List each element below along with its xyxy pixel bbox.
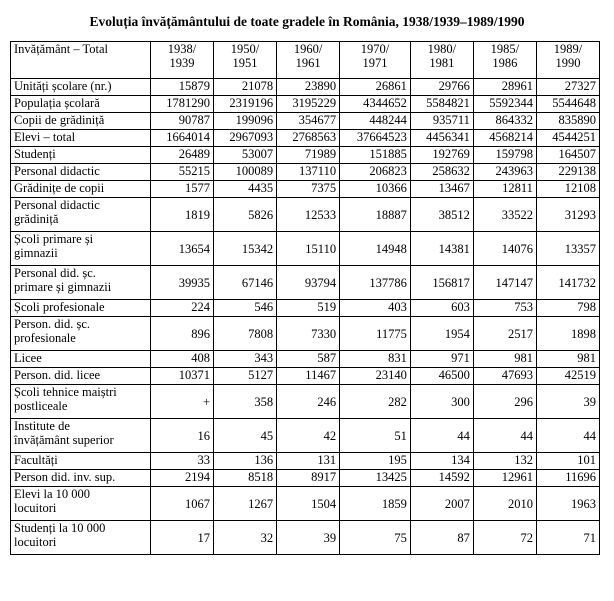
- table-cell: 12961: [473, 470, 536, 487]
- column-header: 1938/ 1939: [151, 42, 214, 79]
- table-cell: 199096: [214, 113, 277, 130]
- table-cell: 90787: [151, 113, 214, 130]
- table-cell: 831: [340, 351, 411, 368]
- table-cell: 137786: [340, 266, 411, 300]
- table-cell: 2194: [151, 470, 214, 487]
- table-cell: 1664014: [151, 130, 214, 147]
- table-cell: 15110: [277, 232, 340, 266]
- column-header: 1980/ 1981: [410, 42, 473, 79]
- table-cell: 2967093: [214, 130, 277, 147]
- column-header: 1985/ 1986: [473, 42, 536, 79]
- table-cell: 1954: [410, 317, 473, 351]
- table-row: [11, 130, 600, 147]
- table-cell: 29766: [410, 79, 473, 96]
- table-cell: 151885: [340, 147, 411, 164]
- table-cell: 12811: [473, 181, 536, 198]
- table-cell: 72: [473, 521, 536, 555]
- table-cell: 10366: [340, 181, 411, 198]
- table-cell: 159798: [473, 147, 536, 164]
- table-cell: 18887: [340, 198, 411, 232]
- table-cell: 5826: [214, 198, 277, 232]
- table-cell: 46500: [410, 368, 473, 385]
- table-cell: 935711: [410, 113, 473, 130]
- table-row: [11, 181, 600, 198]
- table-cell: 14381: [410, 232, 473, 266]
- table-row: [11, 470, 600, 487]
- table-cell: 101: [536, 453, 599, 470]
- table-cell: 408: [151, 351, 214, 368]
- table-cell: 13425: [340, 470, 411, 487]
- table-cell: 753: [473, 300, 536, 317]
- row-label: Elevi – total: [11, 130, 151, 147]
- table-cell: 131: [277, 453, 340, 470]
- table-row: [11, 453, 600, 470]
- table-cell: 12533: [277, 198, 340, 232]
- table-cell: 971: [410, 351, 473, 368]
- table-cell: 282: [340, 385, 411, 419]
- table-cell: 100089: [214, 164, 277, 181]
- table-cell: 5544648: [536, 96, 599, 113]
- column-header: 1950/ 1951: [214, 42, 277, 79]
- table-cell: 37664523: [340, 130, 411, 147]
- table-cell: 229138: [536, 164, 599, 181]
- table-cell: 87: [410, 521, 473, 555]
- table-cell: 13654: [151, 232, 214, 266]
- table-cell: 12108: [536, 181, 599, 198]
- table-cell: 798: [536, 300, 599, 317]
- table-cell: 136: [214, 453, 277, 470]
- table-cell: 5592344: [473, 96, 536, 113]
- row-label: Elevi la 10 000 locuitori: [11, 487, 151, 521]
- table-cell: 358: [214, 385, 277, 419]
- table-row: [11, 147, 600, 164]
- table-cell: 258632: [410, 164, 473, 181]
- table-cell: 32: [214, 521, 277, 555]
- table-row: [11, 198, 600, 232]
- table-cell: 981: [473, 351, 536, 368]
- table-title: Evoluția învățământului de toate gradele în România, 1938/1939–1989/1990: [89, 14, 525, 29]
- row-label: Unități școlare (nr.): [11, 79, 151, 96]
- table-cell: 1577: [151, 181, 214, 198]
- table-cell: 10371: [151, 368, 214, 385]
- table-cell: 2319196: [214, 96, 277, 113]
- row-label: Studenți la 10 000 locuitori: [11, 521, 151, 555]
- table-cell: 53007: [214, 147, 277, 164]
- table-cell: 1819: [151, 198, 214, 232]
- table-cell: 3195229: [277, 96, 340, 113]
- table-cell: 42519: [536, 368, 599, 385]
- table-cell: 296: [473, 385, 536, 419]
- table-cell: 23140: [340, 368, 411, 385]
- table-cell: 23890: [277, 79, 340, 96]
- row-label: Person. did. șc. profesionale: [11, 317, 151, 351]
- table-cell: 4544251: [536, 130, 599, 147]
- table-cell: 2007: [410, 487, 473, 521]
- row-label: Studenți: [11, 147, 151, 164]
- table-cell: 354677: [277, 113, 340, 130]
- corner-header: Invățământ – Total: [11, 42, 151, 79]
- table-cell: 1067: [151, 487, 214, 521]
- table-row: [11, 79, 600, 96]
- table-cell: 896: [151, 317, 214, 351]
- table-cell: 4456341: [410, 130, 473, 147]
- row-label: Personal didactic grădiniță: [11, 198, 151, 232]
- table-cell: 4344652: [340, 96, 411, 113]
- table-row: [11, 164, 600, 181]
- row-label: Școli primare și gimnazii: [11, 232, 151, 266]
- table-cell: 55215: [151, 164, 214, 181]
- table-row: [11, 419, 600, 453]
- table-cell: 192769: [410, 147, 473, 164]
- row-label: Facultăți: [11, 453, 151, 470]
- table-row: [11, 368, 600, 385]
- table-cell: 27327: [536, 79, 599, 96]
- row-label: Populația școlară: [11, 96, 151, 113]
- table-cell: 224: [151, 300, 214, 317]
- table-cell: 45: [214, 419, 277, 453]
- table-cell: 603: [410, 300, 473, 317]
- row-label: Licee: [11, 351, 151, 368]
- table-cell: 195: [340, 453, 411, 470]
- table-cell: 1859: [340, 487, 411, 521]
- table-cell: 39935: [151, 266, 214, 300]
- row-label: Institute de învățământ superior: [11, 419, 151, 453]
- table-cell: 8917: [277, 470, 340, 487]
- table-row: [11, 300, 600, 317]
- table-cell: 147147: [473, 266, 536, 300]
- table-cell: 141732: [536, 266, 599, 300]
- table-cell: 17: [151, 521, 214, 555]
- table-row: [11, 96, 600, 113]
- table-cell: 15879: [151, 79, 214, 96]
- table-row: [11, 266, 600, 300]
- table-row: [11, 113, 600, 130]
- table-cell: 134: [410, 453, 473, 470]
- table-cell: 33522: [473, 198, 536, 232]
- table-cell: 51: [340, 419, 411, 453]
- table-cell: 546: [214, 300, 277, 317]
- table-cell: 11775: [340, 317, 411, 351]
- table-cell: 8518: [214, 470, 277, 487]
- table-row: [11, 351, 600, 368]
- table-cell: 14948: [340, 232, 411, 266]
- table-cell: 1963: [536, 487, 599, 521]
- table-cell: 44: [536, 419, 599, 453]
- table-cell: 26489: [151, 147, 214, 164]
- table-cell: 156817: [410, 266, 473, 300]
- table-cell: 31293: [536, 198, 599, 232]
- row-label: Person. did. licee: [11, 368, 151, 385]
- table-row: [11, 385, 600, 419]
- table-cell: 343: [214, 351, 277, 368]
- table-cell: 2768563: [277, 130, 340, 147]
- table-cell: 7375: [277, 181, 340, 198]
- table-cell: 33: [151, 453, 214, 470]
- table-cell: 67146: [214, 266, 277, 300]
- table-cell: 7330: [277, 317, 340, 351]
- table-cell: 132: [473, 453, 536, 470]
- row-label: Grădinițe de copii: [11, 181, 151, 198]
- table-cell: 39: [277, 521, 340, 555]
- column-header: 1960/ 1961: [277, 42, 340, 79]
- table-cell: 164507: [536, 147, 599, 164]
- table-row: [11, 521, 600, 555]
- table-cell: 243963: [473, 164, 536, 181]
- row-label: Personal did. șc. primare și gimnazii: [11, 266, 151, 300]
- table-cell: 1267: [214, 487, 277, 521]
- table-cell: 11467: [277, 368, 340, 385]
- table-cell: 71989: [277, 147, 340, 164]
- table-cell: 448244: [340, 113, 411, 130]
- row-label: Școli tehnice maiștri postliceale: [11, 385, 151, 419]
- table-cell: 300: [410, 385, 473, 419]
- table-cell: 1781290: [151, 96, 214, 113]
- table-cell: 981: [536, 351, 599, 368]
- row-label: Person did. inv. sup.: [11, 470, 151, 487]
- table-cell: 38512: [410, 198, 473, 232]
- table-cell: 2517: [473, 317, 536, 351]
- table-cell: 15342: [214, 232, 277, 266]
- table-cell: 16: [151, 419, 214, 453]
- table-cell: 4435: [214, 181, 277, 198]
- table-cell: 11696: [536, 470, 599, 487]
- table-cell: 28961: [473, 79, 536, 96]
- table-cell: 519: [277, 300, 340, 317]
- table-cell: 5127: [214, 368, 277, 385]
- table-cell: 26861: [340, 79, 411, 96]
- table-cell: 93794: [277, 266, 340, 300]
- table-row: [11, 317, 600, 351]
- row-label: Personal didactic: [11, 164, 151, 181]
- table-cell: 14592: [410, 470, 473, 487]
- table-cell: 71: [536, 521, 599, 555]
- table-cell: 5584821: [410, 96, 473, 113]
- table-cell: 44: [410, 419, 473, 453]
- table-cell: 137110: [277, 164, 340, 181]
- table-cell: 1898: [536, 317, 599, 351]
- table-cell: 13357: [536, 232, 599, 266]
- table-cell: 1504: [277, 487, 340, 521]
- table-cell: 2010: [473, 487, 536, 521]
- table-cell: 587: [277, 351, 340, 368]
- table-cell: 42: [277, 419, 340, 453]
- column-header: 1970/ 1971: [340, 42, 411, 79]
- table-row: [11, 487, 600, 521]
- table-cell: 206823: [340, 164, 411, 181]
- table-cell: 44: [473, 419, 536, 453]
- table-cell: 39: [536, 385, 599, 419]
- table-cell: 4568214: [473, 130, 536, 147]
- table-cell: 7808: [214, 317, 277, 351]
- column-header: 1989/ 1990: [536, 42, 599, 79]
- table-cell: +: [151, 385, 214, 419]
- table-cell: 47693: [473, 368, 536, 385]
- education-table: [10, 41, 600, 555]
- table-cell: 13467: [410, 181, 473, 198]
- table-cell: 14076: [473, 232, 536, 266]
- table-cell: 835890: [536, 113, 599, 130]
- table-cell: 246: [277, 385, 340, 419]
- header-row: [11, 42, 600, 79]
- table-cell: 75: [340, 521, 411, 555]
- table-cell: 864332: [473, 113, 536, 130]
- row-label: Școli profesionale: [11, 300, 151, 317]
- table-cell: 21078: [214, 79, 277, 96]
- table-cell: 403: [340, 300, 411, 317]
- row-label: Copii de grădiniță: [11, 113, 151, 130]
- table-row: [11, 232, 600, 266]
